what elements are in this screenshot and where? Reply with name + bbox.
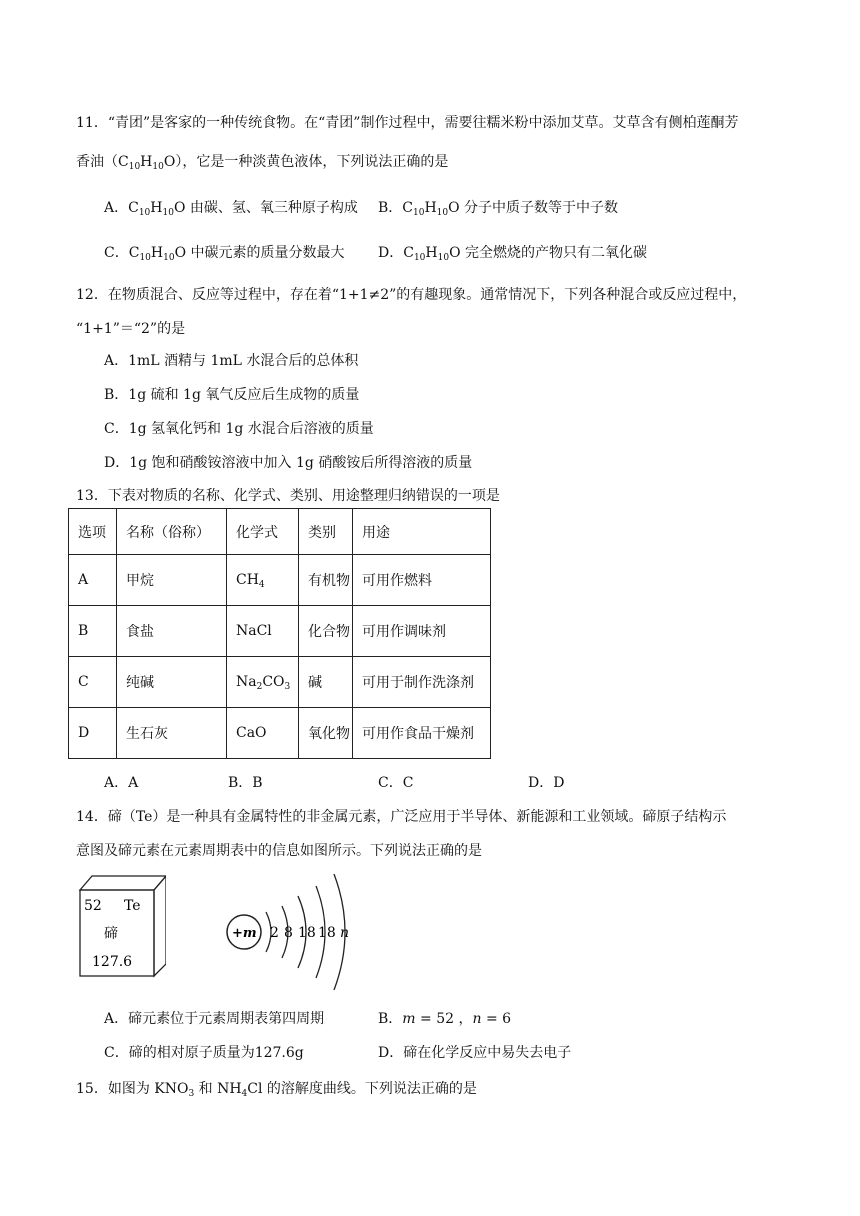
table-cell-formula: $Na_2CO_3$ xyxy=(227,657,299,708)
table-header-cell: 类别 xyxy=(299,509,353,555)
q11-stem-line1: 11．“青团”是客家的一种传统食物。在“青团”制作过程中，需要往糯米粉中添加艾草。艾草含有侧柏莲酮芳 xyxy=(76,115,739,131)
atom-structure-diagram xyxy=(222,866,362,996)
table-cell-category: 氧化物 xyxy=(299,708,353,759)
element-name: 碲 xyxy=(104,926,118,942)
element-symbol: Te xyxy=(124,898,141,914)
table-cell-use: 可用作燃料 xyxy=(353,555,491,606)
shell-electrons: 8 xyxy=(284,925,293,941)
q11-option-c: C．$C_{10}H_{10}O$ 中碳元素的质量分数最大 xyxy=(104,245,345,263)
q15-stem: 15．如图为 $KNO_3$ 和 $NH_4Cl$ 的溶解度曲线。下列说法正确的是 xyxy=(76,1081,477,1099)
table-cell-name: 纯碱 xyxy=(117,657,227,708)
q11-option-d: D．$C_{10}H_{10}O$ 完全燃烧的产物只有二氧化碳 xyxy=(378,245,647,263)
table-cell-formula: $CH_4$ xyxy=(227,555,299,606)
q12-option-b: B．1g 硫和 1g 氧气反应后生成物的质量 xyxy=(104,387,360,403)
shell-electrons: 2 xyxy=(270,925,279,941)
table-cell-name: 甲烷 xyxy=(117,555,227,606)
q13-table xyxy=(68,508,491,759)
element-atomic-number: 52 xyxy=(84,898,102,914)
q13-option-c: C．C xyxy=(378,775,414,791)
q11-option-b: B．$C_{10}H_{10}O$ 分子中质子数等于中子数 xyxy=(378,200,619,218)
shell-electrons: 18 xyxy=(298,925,316,941)
table-cell-use: 可用于制作洗涤剂 xyxy=(353,657,491,708)
table-cell-use: 可用作调味剂 xyxy=(353,606,491,657)
element-mass: 127.6 xyxy=(92,954,133,970)
table-row xyxy=(69,657,491,708)
table-row xyxy=(69,708,491,759)
q14-option-d: D．碲在化学反应中易失去电子 xyxy=(378,1045,572,1061)
q14-option-c: C．碲的相对原子质量为127.6g xyxy=(104,1045,304,1061)
table-cell-option: A xyxy=(69,555,117,606)
q12-option-d: D．1g 饱和硝酸铵溶液中加入 1g 硝酸铵后所得溶液的质量 xyxy=(104,455,473,471)
table-cell-formula: CaO xyxy=(227,708,299,759)
shell-electrons: 18 xyxy=(318,925,336,941)
table-cell-category: 碱 xyxy=(299,657,353,708)
table-header-cell: 用途 xyxy=(353,509,491,555)
table-row xyxy=(69,555,491,606)
q14-stem-line1: 14．碲（Te）是一种具有金属特性的非金属元素，广泛应用于半导体、新能源和工业领域。碲原子结构示 xyxy=(76,809,727,825)
table-cell-option: C xyxy=(69,657,117,708)
table-header-row xyxy=(69,509,491,555)
table-cell-formula: NaCl xyxy=(227,606,299,657)
q14-option-a: A．碲元素位于元素周期表第四周期 xyxy=(104,1011,325,1027)
table-cell-name: 食盐 xyxy=(117,606,227,657)
table-header-cell: 化学式 xyxy=(227,509,299,555)
table-cell-name: 生石灰 xyxy=(117,708,227,759)
q13-option-b: B．B xyxy=(228,775,263,791)
table-cell-option: D xyxy=(69,708,117,759)
nucleus-label: +m xyxy=(232,926,257,941)
q13-option-d: D．D xyxy=(528,775,565,791)
shell-electrons: n xyxy=(340,925,350,941)
q12-option-a: A．1mL 酒精与 1mL 水混合后的总体积 xyxy=(104,353,359,369)
q14-option-b: B．m = 52 ，n = 6 xyxy=(378,1011,512,1027)
q12-stem-line2: “1+1”＝“2”的是 xyxy=(76,321,186,337)
q12-option-c: C．1g 氢氧化钙和 1g 水混合后溶液的质量 xyxy=(104,421,374,437)
q14-stem-line2: 意图及碲元素在元素周期表中的信息如图所示。下列说法正确的是 xyxy=(76,843,482,859)
periodic-element-card xyxy=(76,870,166,980)
table-row xyxy=(69,606,491,657)
table-header-cell: 名称（俗称） xyxy=(117,509,227,555)
q11-option-a: A．$C_{10}H_{10}O$ 由碳、氢、氧三种原子构成 xyxy=(104,200,358,218)
q11-stem-line2: 香油$(C_{10}H_{10}O)$，它是一种淡黄色液体，下列说法正确的是 xyxy=(76,154,449,172)
table-cell-category: 有机物 xyxy=(299,555,353,606)
q13-option-a: A．A xyxy=(104,775,139,791)
table-cell-category: 化合物 xyxy=(299,606,353,657)
table-header-cell: 选项 xyxy=(69,509,117,555)
q12-stem-line1: 12．在物质混合、反应等过程中，存在着“1+1≠2”的有趣现象。通常情况下，下列各种混合或反应过程中， xyxy=(76,287,747,303)
q13-stem: 13．下表对物质的名称、化学式、类别、用途整理归纳错误的一项是 xyxy=(76,488,500,504)
table-cell-use: 可用作食品干燥剂 xyxy=(353,708,491,759)
table-cell-option: B xyxy=(69,606,117,657)
